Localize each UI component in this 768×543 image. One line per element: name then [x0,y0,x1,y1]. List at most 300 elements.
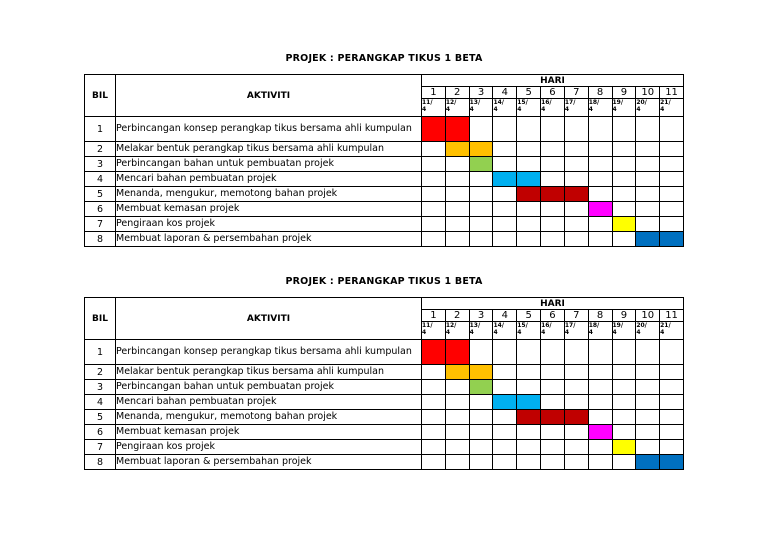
gantt-empty-cell [612,172,636,187]
gantt-empty-cell [660,187,684,202]
gantt-bar-cell [588,202,612,217]
gantt-empty-cell [612,117,636,142]
activity-number: 1 [85,117,116,142]
gantt-empty-cell [612,157,636,172]
date-cell [588,99,612,117]
activity-number: 2 [85,142,116,157]
gantt-bar-cell [469,380,493,395]
activity-row [85,232,684,247]
day-number: 3 [469,87,493,99]
activity-label: Membuat kemasan projek [116,202,422,217]
gantt-empty-cell [445,425,469,440]
gantt-empty-cell [517,157,541,172]
date-cell [541,322,565,340]
gantt-empty-cell [588,232,612,247]
activity-number: 3 [85,380,116,395]
gantt-bar-cell [636,455,660,470]
date-cell [636,99,660,117]
gantt-empty-cell [660,425,684,440]
gantt-empty-cell [660,142,684,157]
activity-label: Melakar bentuk perangkap tikus bersama ahli kumpulan [116,142,422,157]
gantt-empty-cell [469,117,493,142]
day-number: 8 [588,310,612,322]
gantt-empty-cell [660,117,684,142]
gantt-empty-cell [588,365,612,380]
gantt-empty-cell [445,440,469,455]
gantt-empty-cell [612,142,636,157]
activity-label: Perbincangan konsep perangkap tikus bersama ahli kumpulan [116,340,422,365]
gantt-empty-cell [493,340,517,365]
gantt-empty-cell [636,187,660,202]
day-number: 6 [541,310,565,322]
gantt-empty-cell [517,425,541,440]
gantt-empty-cell [517,455,541,470]
gantt-empty-cell [564,172,588,187]
gantt-empty-cell [660,440,684,455]
activity-label: Membuat laporan & persembahan projek [116,232,422,247]
date-cell [493,99,517,117]
date-cell [517,99,541,117]
date-cell [469,99,493,117]
day-number: 2 [445,87,469,99]
date-month: 4 [541,106,546,113]
gantt-empty-cell [422,425,446,440]
gantt-empty-cell [469,202,493,217]
gantt-empty-cell [541,440,565,455]
gantt-empty-cell [517,217,541,232]
activity-row [85,202,684,217]
gantt-empty-cell [493,365,517,380]
gantt-empty-cell [636,142,660,157]
day-number: 7 [564,310,588,322]
gantt-empty-cell [612,395,636,410]
gantt-empty-cell [422,142,446,157]
date-day: 19/ [612,322,624,329]
gantt-empty-cell [422,217,446,232]
date-month: 4 [493,329,498,336]
date-day: 18/ [588,322,600,329]
gantt-empty-cell [517,365,541,380]
date-day: 20/ [636,99,647,106]
activity-number: 5 [85,187,116,202]
gantt-empty-cell [541,380,565,395]
gantt-empty-cell [612,187,636,202]
date-day: 20/ [636,322,647,329]
gantt-empty-cell [660,157,684,172]
date-month: 4 [493,106,498,113]
date-month: 4 [636,106,641,113]
activity-number: 5 [85,410,116,425]
gantt-bar-cell [636,232,660,247]
gantt-bar-cell [612,217,636,232]
activity-label: Pengiraan kos projek [116,217,422,232]
gantt-empty-cell [445,187,469,202]
date-day: 17/ [564,322,576,329]
activity-number: 2 [85,365,116,380]
gantt-empty-cell [660,202,684,217]
day-number: 11 [660,87,684,99]
gantt-empty-cell [564,425,588,440]
date-cell [636,322,660,340]
date-day: 16/ [541,322,552,329]
gantt-empty-cell [493,425,517,440]
date-day: 19/ [612,99,624,106]
gantt-empty-cell [588,340,612,365]
gantt-bar-cell [517,395,541,410]
gantt-empty-cell [422,202,446,217]
gantt-empty-cell [445,202,469,217]
gantt-empty-cell [660,172,684,187]
gantt-empty-cell [422,395,446,410]
gantt-bar-cell [564,187,588,202]
date-cell [445,99,469,117]
gantt-table [84,297,684,470]
gantt-bar-cell [469,142,493,157]
gantt-empty-cell [541,202,565,217]
gantt-empty-cell [588,455,612,470]
gantt-bar-cell [493,172,517,187]
activity-number: 1 [85,340,116,365]
activity-row [85,142,684,157]
day-number: 9 [612,87,636,99]
date-cell [660,99,684,117]
gantt-bar-cell [517,187,541,202]
gantt-empty-cell [422,455,446,470]
gantt-empty-cell [469,217,493,232]
gantt-empty-cell [564,380,588,395]
activity-number: 4 [85,172,116,187]
activity-row [85,340,684,365]
date-day: 12/ [445,322,457,329]
gantt-empty-cell [564,365,588,380]
gantt-bar-cell [660,455,684,470]
gantt-empty-cell [564,142,588,157]
gantt-empty-cell [564,117,588,142]
gantt-empty-cell [636,380,660,395]
gantt-empty-cell [588,217,612,232]
gantt-empty-cell [469,395,493,410]
gantt-empty-cell [493,217,517,232]
date-cell [660,322,684,340]
gantt-empty-cell [636,340,660,365]
date-day: 16/ [541,99,552,106]
activity-number: 3 [85,157,116,172]
date-cell [612,99,636,117]
gantt-empty-cell [445,410,469,425]
day-number: 10 [636,310,660,322]
gantt-empty-cell [636,117,660,142]
gantt-empty-cell [469,410,493,425]
gantt-bar-cell [517,410,541,425]
gantt-empty-cell [660,340,684,365]
activity-row [85,365,684,380]
gantt-empty-cell [517,440,541,455]
date-month: 4 [541,329,546,336]
date-cell [564,322,588,340]
gantt-empty-cell [493,232,517,247]
gantt-empty-cell [541,425,565,440]
date-month: 4 [660,106,665,113]
date-day: 15/ [517,322,528,329]
gantt-empty-cell [445,157,469,172]
gantt-empty-cell [422,365,446,380]
gantt-empty-cell [422,157,446,172]
gantt-bar-cell [445,340,469,365]
activity-number: 8 [85,232,116,247]
gantt-empty-cell [517,142,541,157]
activity-row [85,395,684,410]
gantt-bar-cell [588,425,612,440]
gantt-empty-cell [541,217,565,232]
gantt-empty-cell [469,187,493,202]
gantt-empty-cell [469,440,493,455]
gantt-empty-cell [636,410,660,425]
gantt-empty-cell [422,232,446,247]
activity-number: 7 [85,440,116,455]
gantt-bar-cell [469,157,493,172]
gantt-bar-cell [660,232,684,247]
date-cell [517,322,541,340]
gantt-bar-cell [445,142,469,157]
gantt-empty-cell [541,340,565,365]
date-cell [541,99,565,117]
gantt-bar-cell [612,440,636,455]
gantt-empty-cell [636,365,660,380]
gantt-empty-cell [660,395,684,410]
header-row [85,75,684,87]
gantt-empty-cell [541,142,565,157]
activity-row [85,380,684,395]
date-day: 15/ [517,99,528,106]
activity-row [85,157,684,172]
date-month: 4 [517,106,522,113]
day-number: 2 [445,310,469,322]
activity-label: Mencari bahan pembuatan projek [116,395,422,410]
activity-row [85,455,684,470]
gantt-empty-cell [612,340,636,365]
gantt-empty-cell [660,380,684,395]
activity-row [85,172,684,187]
date-day: 17/ [564,99,576,106]
gantt-bar-cell [422,117,446,142]
header-aktiviti: AKTIVITI [116,298,422,340]
gantt-empty-cell [564,157,588,172]
gantt-empty-cell [517,232,541,247]
date-day: 18/ [588,99,600,106]
gantt-empty-cell [588,395,612,410]
page-title: PROJEK : PERANGKAP TIKUS 1 BETA [285,276,483,287]
day-number: 5 [517,87,541,99]
day-number: 3 [469,310,493,322]
activity-label: Menanda, mengukur, memotong bahan projek [116,410,422,425]
activity-label: Menanda, mengukur, memotong bahan projek [116,187,422,202]
gantt-empty-cell [445,217,469,232]
gantt-bar-cell [541,187,565,202]
gantt-empty-cell [541,117,565,142]
date-day: 12/ [445,99,457,106]
gantt-empty-cell [493,410,517,425]
date-month: 4 [612,329,617,336]
gantt-table [84,74,684,247]
activity-number: 8 [85,455,116,470]
date-day: 21/ [660,99,671,106]
gantt-empty-cell [493,157,517,172]
activity-number: 6 [85,202,116,217]
day-number: 9 [612,310,636,322]
gantt-bar-cell [493,395,517,410]
gantt-empty-cell [517,340,541,365]
gantt-empty-cell [636,172,660,187]
date-cell [588,322,612,340]
gantt-empty-cell [469,232,493,247]
day-number: 1 [422,87,446,99]
gantt-empty-cell [541,455,565,470]
date-day: 13/ [469,322,481,329]
date-day: 14/ [493,322,504,329]
gantt-empty-cell [469,455,493,470]
header-aktiviti: AKTIVITI [116,75,422,117]
day-number: 1 [422,310,446,322]
gantt-empty-cell [469,425,493,440]
gantt-empty-cell [612,232,636,247]
gantt-empty-cell [564,395,588,410]
gantt-empty-cell [493,142,517,157]
date-day: 11/ [422,99,433,106]
gantt-empty-cell [517,117,541,142]
gantt-empty-cell [564,217,588,232]
gantt-empty-cell [636,157,660,172]
activity-label: Perbincangan konsep perangkap tikus bersama ahli kumpulan [116,117,422,142]
activity-label: Membuat laporan & persembahan projek [116,455,422,470]
activity-label: Melakar bentuk perangkap tikus bersama ahli kumpulan [116,365,422,380]
gantt-empty-cell [541,395,565,410]
gantt-empty-cell [588,142,612,157]
day-number: 10 [636,87,660,99]
date-month: 4 [564,329,570,336]
activity-number: 4 [85,395,116,410]
gantt-empty-cell [469,172,493,187]
gantt-empty-cell [636,217,660,232]
header-hari: HARI [422,75,684,87]
gantt-empty-cell [445,455,469,470]
date-month: 4 [588,106,593,113]
date-cell [422,322,446,340]
gantt-empty-cell [660,365,684,380]
day-number: 4 [493,310,517,322]
date-day: 13/ [469,99,481,106]
gantt-empty-cell [612,455,636,470]
gantt-empty-cell [588,410,612,425]
activity-row [85,425,684,440]
gantt-empty-cell [541,172,565,187]
gantt-empty-cell [541,157,565,172]
header-bil: BIL [85,298,116,340]
date-day: 21/ [660,322,671,329]
gantt-empty-cell [422,172,446,187]
gantt-empty-cell [588,117,612,142]
gantt-bar-cell [445,365,469,380]
page-title: PROJEK : PERANGKAP TIKUS 1 BETA [285,53,483,64]
gantt-empty-cell [445,380,469,395]
gantt-empty-cell [445,172,469,187]
date-month: 4 [445,329,450,336]
gantt-empty-cell [493,455,517,470]
activity-row [85,217,684,232]
day-number: 4 [493,87,517,99]
gantt-empty-cell [517,380,541,395]
gantt-empty-cell [422,440,446,455]
gantt-bar-cell [422,340,446,365]
date-month: 4 [564,106,570,113]
gantt-empty-cell [493,187,517,202]
activity-label: Mencari bahan pembuatan projek [116,172,422,187]
date-month: 4 [469,329,474,336]
header-hari: HARI [422,298,684,310]
date-cell [422,99,446,117]
gantt-empty-cell [660,217,684,232]
gantt-empty-cell [660,410,684,425]
gantt-empty-cell [612,365,636,380]
gantt-empty-cell [422,187,446,202]
date-month: 4 [588,329,593,336]
date-month: 4 [517,329,522,336]
gantt-empty-cell [588,440,612,455]
gantt-empty-cell [636,395,660,410]
day-number: 7 [564,87,588,99]
gantt-bar-cell [517,172,541,187]
day-number: 5 [517,310,541,322]
header-bil: BIL [85,75,116,117]
date-month: 4 [469,106,474,113]
date-day: 14/ [493,99,504,106]
activity-label: Pengiraan kos projek [116,440,422,455]
gantt-bar-cell [564,410,588,425]
day-number: 6 [541,87,565,99]
gantt-empty-cell [588,380,612,395]
activity-row [85,187,684,202]
gantt-empty-cell [564,232,588,247]
date-cell [445,322,469,340]
activity-row [85,117,684,142]
gantt-bar-cell [445,117,469,142]
activity-label: Membuat kemasan projek [116,425,422,440]
gantt-bar-cell [469,365,493,380]
gantt-empty-cell [541,365,565,380]
date-month: 4 [445,106,450,113]
gantt-empty-cell [588,172,612,187]
gantt-empty-cell [493,440,517,455]
gantt-empty-cell [612,202,636,217]
gantt-empty-cell [517,202,541,217]
gantt-bar-cell [541,410,565,425]
gantt-empty-cell [541,232,565,247]
gantt-empty-cell [422,410,446,425]
gantt-empty-cell [445,395,469,410]
day-number: 11 [660,310,684,322]
activity-row [85,410,684,425]
activity-label: Perbincangan bahan untuk pembuatan projek [116,380,422,395]
gantt-empty-cell [612,380,636,395]
gantt-empty-cell [493,117,517,142]
activity-label: Perbincangan bahan untuk pembuatan projek [116,157,422,172]
date-month: 4 [612,106,617,113]
gantt-empty-cell [564,440,588,455]
activity-number: 6 [85,425,116,440]
gantt-empty-cell [493,202,517,217]
gantt-empty-cell [564,340,588,365]
gantt-empty-cell [564,455,588,470]
gantt-empty-cell [493,380,517,395]
